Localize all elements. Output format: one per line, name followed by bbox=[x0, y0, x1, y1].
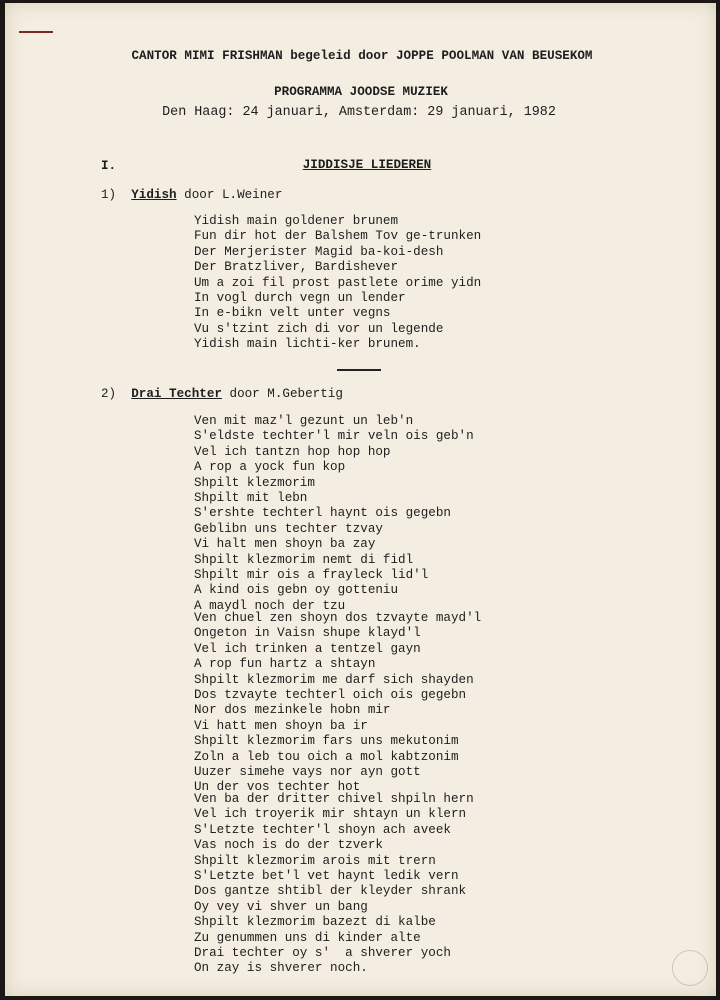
program-title: PROGRAMMA JOODSE MUZIEK bbox=[274, 85, 448, 99]
song-number: 2) bbox=[101, 387, 117, 401]
lyric-line: Vi hatt men shoyn ba ir bbox=[194, 718, 368, 733]
lyrics-stanza bbox=[194, 792, 474, 977]
lyric-line: Shpilt klezmorim nemt di fidl bbox=[194, 552, 414, 567]
lyrics-stanza bbox=[194, 414, 474, 614]
section-number: I. bbox=[101, 159, 117, 173]
margin-mark bbox=[19, 31, 53, 33]
program-sheet bbox=[5, 3, 716, 996]
lyrics-stanza bbox=[194, 214, 481, 353]
lyric-line: Ven ba der dritter chivel shpiln hern bbox=[194, 792, 474, 806]
lyric-line: Yidish main goldener brunem bbox=[194, 214, 399, 228]
lyric-line: Shpilt klezmorim arois mit trern bbox=[194, 853, 436, 868]
performers-heading: CANTOR MIMI FRISHMAN begeleid door JOPPE POOLMAN VAN BEUSEKOM bbox=[131, 49, 593, 63]
lyric-line: Drai techter oy s' a shverer yoch bbox=[194, 945, 451, 960]
section-title: JIDDISJE LIEDEREN bbox=[302, 158, 432, 172]
lyric-line: Vi halt men shoyn ba zay bbox=[194, 537, 376, 552]
lyric-line: Shpilt klezmorim bbox=[194, 475, 315, 490]
faint-stamp-mark bbox=[672, 950, 708, 986]
lyric-line: Um a zoi fil prost pastlete orime yidn bbox=[194, 275, 482, 290]
lyric-line: Vas noch is do der tzverk bbox=[194, 838, 383, 853]
song-title: Drai Techter bbox=[131, 387, 222, 401]
lyric-line: Nor dos mezinkele hobn mir bbox=[194, 703, 391, 718]
lyric-line: On zay is shverer noch. bbox=[194, 961, 368, 976]
lyric-line: Vel ich tantzn hop hop hop bbox=[194, 444, 391, 459]
lyric-line: In e-bikn velt unter vegns bbox=[194, 306, 391, 321]
lyric-line: A rop a yock fun kop bbox=[194, 460, 346, 475]
lyrics-stanza bbox=[194, 611, 481, 796]
song-composer: door M.Gebertig bbox=[221, 387, 343, 401]
lyric-line: S'Letzte bet'l vet haynt ledik vern bbox=[194, 868, 459, 883]
lyric-line: Ongeton in Vaisn shupe klayd'l bbox=[194, 626, 421, 641]
lyric-line: Shpilt mit lebn bbox=[194, 490, 308, 505]
lyric-line: Dos tzvayte techterl oich ois gegebn bbox=[194, 687, 467, 702]
lyric-line: Vel ich trinken a tentzel gayn bbox=[194, 641, 421, 656]
lyric-line: Shpilt klezmorim fars uns mekutonim bbox=[194, 734, 459, 749]
lyric-line: Oy vey vi shver un bang bbox=[194, 899, 368, 914]
lyric-line: A rop fun hartz a shtayn bbox=[194, 657, 376, 672]
lyric-line: Shpilt klezmorim bazezt di kalbe bbox=[194, 915, 436, 930]
lyric-line: Ven chuel zen shoyn dos tzvayte mayd'l bbox=[194, 611, 482, 625]
lyric-line: Shpilt mir ois a frayleck lid'l bbox=[194, 567, 429, 582]
lyric-line: Der Merjerister Magid ba-koi-desh bbox=[194, 244, 444, 259]
lyric-line: Zu genummen uns di kinder alte bbox=[194, 930, 421, 945]
lyric-line: Dos gantze shtibl der kleyder shrank bbox=[194, 884, 467, 899]
lyric-line: Der Bratzliver, Bardishever bbox=[194, 260, 399, 275]
song-composer: door L.Weiner bbox=[176, 188, 283, 202]
concert-dates: Den Haag: 24 januari, Amsterdam: 29 januari, 1982 bbox=[162, 105, 556, 120]
lyric-line: Ven mit maz'l gezunt un leb'n bbox=[194, 414, 414, 428]
song-heading bbox=[101, 188, 282, 202]
lyric-line: Shpilt klezmorim me darf sich shayden bbox=[194, 672, 474, 687]
lyric-line: S'eldste techter'l mir veln ois geb'n bbox=[194, 429, 474, 444]
lyric-line: Uuzer simehe vays nor ayn gott bbox=[194, 764, 421, 779]
lyric-line: Vel ich troyerik mir shtayn un klern bbox=[194, 807, 467, 822]
lyric-line: Fun dir hot der Balshem Tov ge-trunken bbox=[194, 229, 482, 244]
lyric-line: Yidish main lichti-ker brunem. bbox=[194, 337, 421, 352]
lyric-line: Un der vos techter hot bbox=[194, 780, 361, 795]
song-heading bbox=[101, 387, 343, 401]
lyric-line: Zoln a leb tou oich a mol kabtzonim bbox=[194, 749, 459, 764]
lyric-line: S'Letzte techter'l shoyn ach aveek bbox=[194, 822, 451, 837]
lyric-line: A kind ois gebn oy gotteniu bbox=[194, 583, 399, 598]
section-divider bbox=[337, 369, 381, 371]
lyric-line: Vu s'tzint zich di vor un legende bbox=[194, 321, 444, 336]
song-number: 1) bbox=[101, 188, 117, 202]
song-title: Yidish bbox=[131, 188, 177, 202]
lyric-line: S'ershte techterl haynt ois gegebn bbox=[194, 506, 451, 521]
lyric-line: Geblibn uns techter tzvay bbox=[194, 521, 383, 536]
lyric-line: A maydl noch der tzu bbox=[194, 598, 346, 613]
lyric-line: In vogl durch vegn un lender bbox=[194, 290, 406, 305]
